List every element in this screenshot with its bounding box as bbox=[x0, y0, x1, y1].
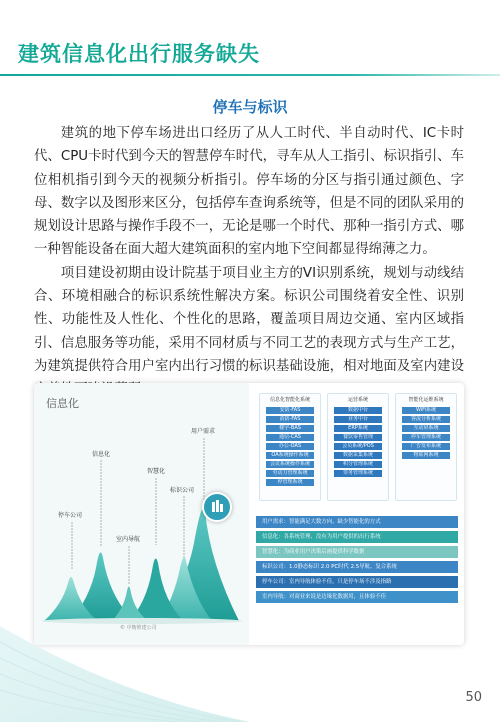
column-item: ERP系统 bbox=[334, 425, 382, 432]
column-item: 积分管理系统 bbox=[334, 461, 382, 468]
bar-indoor-nav: 室内导航：对商业来说是边缘化数据用，且体验不佳 bbox=[256, 591, 458, 603]
bar-sign-company: 标识公司：1.0静态标识 2.0 PC时代 2.5导航、复合系统 bbox=[256, 561, 458, 573]
figure-left-title: 信息化 bbox=[46, 397, 79, 410]
column-operation-systems bbox=[327, 393, 389, 501]
column-item: 客流分析系统 bbox=[402, 416, 450, 423]
column-item: 楼宇-BAS bbox=[266, 425, 314, 432]
paragraph-2: 项目建设初期由设计院基于项目业主方的VI识别系统，规划与动线结合、环境相融合的标识系统性解决方案。标识公司围绕着安全性、识别性、功能性及人性化、个性化的思路，覆盖项目周边交通、室内区域指引、信息服务等功能，采用不同材质与不同工艺的表现方式与生产工艺，为建筑提供符合用户室内出行习惯的标识基础设施，相对地面及室内建设 bbox=[34, 265, 464, 374]
section-heading: 停车与标识 bbox=[212, 98, 288, 116]
peak-label-smart: 智慧化 bbox=[147, 468, 166, 475]
column-item: 互动屏系统 bbox=[402, 425, 450, 432]
header-divider bbox=[0, 74, 500, 76]
column-head: 信息化智能化系统 bbox=[269, 397, 310, 403]
column-item: 业务中台 bbox=[334, 416, 382, 423]
column-head: 运营系统 bbox=[347, 397, 368, 403]
column-item: 广告发布系统 bbox=[402, 443, 450, 450]
column-item: 数据中台 bbox=[334, 407, 382, 414]
bar-smart: 智慧化：为商业用户决策后画提供科学数据 bbox=[256, 546, 458, 558]
peak-label-sign-company: 标识公司 bbox=[170, 487, 195, 494]
column-item: 餐饮零售管理 bbox=[334, 434, 382, 441]
column-item: 停管理系统 bbox=[266, 479, 314, 486]
column-item: 会员系统/POS bbox=[334, 443, 382, 450]
column-item: 通信-CAS bbox=[266, 434, 314, 441]
column-item: 停车管理系统 bbox=[402, 434, 450, 441]
column-item: OA系统操作系统 bbox=[266, 452, 314, 459]
column-ops-maintenance bbox=[395, 393, 457, 501]
corner-decoration bbox=[0, 606, 250, 722]
column-info-systems bbox=[259, 393, 321, 501]
column-item: WiFi系统 bbox=[402, 407, 450, 414]
column-head: 智能化运维系统 bbox=[408, 397, 444, 403]
column-item: 消防-FAS bbox=[266, 416, 314, 423]
peak-label-indoor-nav: 室内导航 bbox=[116, 536, 141, 543]
page-number: 50 bbox=[465, 690, 482, 705]
peak-label-info: 信息化 bbox=[92, 451, 111, 458]
peak-label-parking: 停车公司 bbox=[58, 512, 83, 519]
column-item: 办公-OAS bbox=[266, 443, 314, 450]
column-item: 数据采集系统 bbox=[334, 452, 382, 459]
peak-label-user-demand: 用户需求 bbox=[191, 428, 216, 435]
chapter-title: 建筑信息化出行服务缺失 bbox=[18, 42, 260, 66]
bar-info: 信息化：各系统管理、没有为用户提供的出行系统 bbox=[256, 531, 458, 543]
column-item: 物联网系统 bbox=[402, 452, 450, 459]
bar-user-demand: 用户需求：智能满足大数方向、缺少智能化的方式 bbox=[256, 516, 458, 528]
paragraph-1: 建筑的地下停车场进出口经历了从人工时代、半自动时代、IC卡时代、CPU卡时代到今天的智慧停车时代，寻车从人工指引、标识指引、车位相机指引到今天的视频分析指引。停车场的分区与指引通过颜色、字母、数字以及图形来区分，包括停车查询系统等，但是不同的团队采用的规划设计思路与操作手段不一，无论是哪一个时代、那种一指引方式、哪一种智能设备在面大超大建筑面积的室内地下空间都显得绵薄之力。 bbox=[34, 126, 464, 258]
bar-parking-company: 停车公司：室内导航体验不佳，只是停车场不涉及指路 bbox=[256, 576, 458, 588]
body-text bbox=[34, 122, 464, 402]
figure-caption: © 中衡维建公司 bbox=[120, 625, 157, 631]
column-item: 票务管理系统 bbox=[334, 470, 382, 477]
column-item: 安防-FAS bbox=[266, 407, 314, 414]
column-item: 会议系统操作系统 bbox=[266, 461, 314, 468]
hub-icon bbox=[202, 492, 232, 522]
column-item: 劳动力管理系统 bbox=[266, 470, 314, 477]
